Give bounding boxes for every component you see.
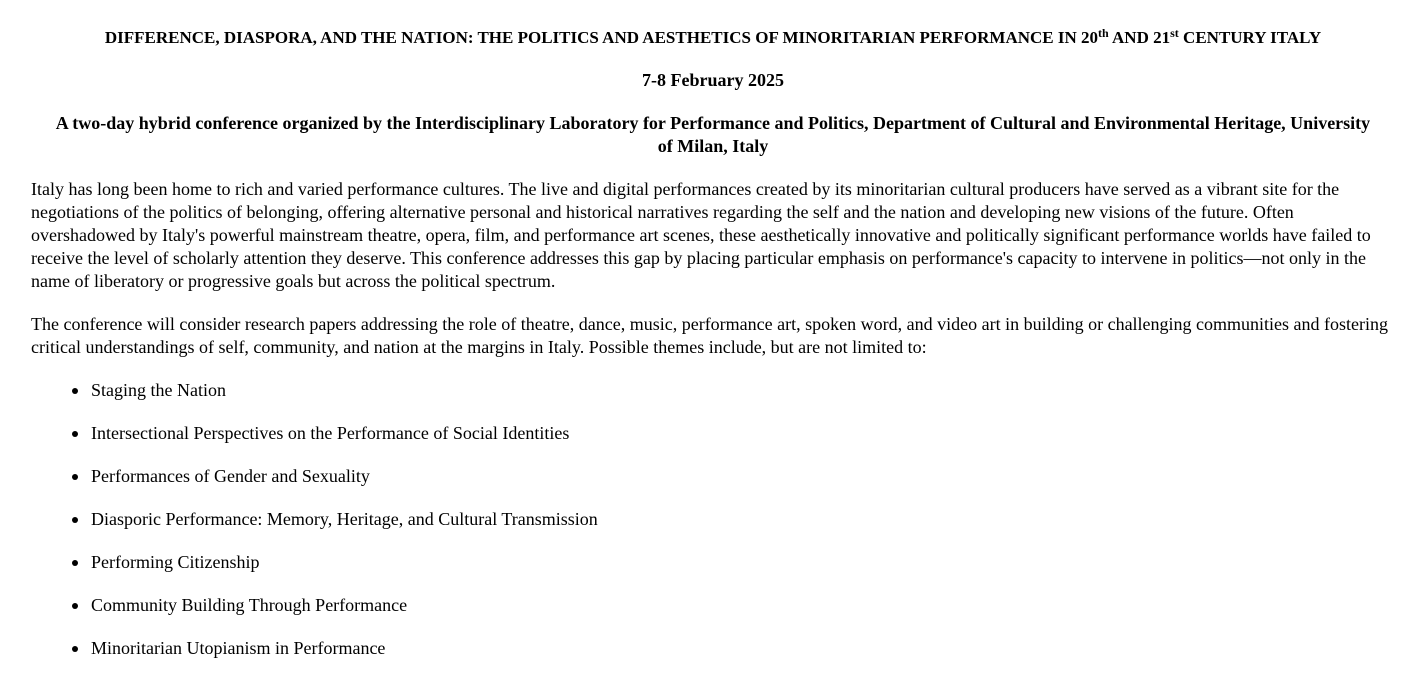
bullet-icon (72, 560, 78, 566)
theme-label: Intersectional Perspectives on the Performance of Social Identities (91, 423, 570, 443)
themes-list (31, 379, 1395, 660)
bullet-icon (72, 603, 78, 609)
bullet-icon (72, 431, 78, 437)
call-paragraph: The conference will consider research papers addressing the role of theatre, dance, music, performance art, spoken word, and video art in building or challenging communities and fostering critical understandings of self, community, and nation at the margins in Italy. Possible themes include, but are not limited to: (31, 314, 1389, 357)
document-title (31, 26, 1395, 49)
theme-label: Staging the Nation (91, 380, 226, 400)
theme-label: Performing Citizenship (91, 552, 260, 572)
list-item (91, 637, 1395, 660)
bullet-icon (72, 517, 78, 523)
bullet-icon (72, 474, 78, 480)
theme-label: Diasporic Performance: Memory, Heritage, and Cultural Transmission (91, 509, 598, 529)
list-item (91, 508, 1395, 531)
bullet-icon (72, 388, 78, 394)
list-item (91, 379, 1395, 402)
title-superscript-st: st (1170, 26, 1179, 40)
bullet-icon (72, 646, 78, 652)
list-item (91, 594, 1395, 617)
conference-subtitle: A two-day hybrid conference organized by the Interdisciplinary Laboratory for Performance and Politics, Department of Cultural and Environmental Heritage, University of Milan, Italy (55, 113, 1371, 156)
title-part-1: DIFFERENCE, DIASPORA, AND THE NATION: THE POLITICS AND AESTHETICS OF MINORITARIAN PERFORMANCE IN 20 (104, 28, 1099, 47)
theme-label: Minoritarian Utopianism in Performance (91, 638, 386, 658)
title-part-2: AND 21 (1108, 28, 1171, 47)
conference-date: 7-8 February 2025 (642, 70, 784, 90)
theme-label: Community Building Through Performance (91, 595, 408, 615)
list-item (91, 422, 1395, 445)
intro-paragraph: Italy has long been home to rich and varied performance cultures. The live and digital performances created by its minoritarian cultural producers have served as a vibrant site for the negotiations of the politics of belonging, offering alternative personal and historical narratives regarding the self and the nation and developing new visions of the future. Often overshadowed by Italy's powerful mainstream theatre, opera, film, and performance art scenes, these aesthetically innovative and politically significant performance worlds have failed to receive the level of scholarly attention they deserve. This conference addresses this gap by placing particular emphasis on performance's capacity to intervene in politics—not only in the name of liberatory or progressive goals but across the political spectrum. (31, 179, 1371, 291)
theme-label: Performances of Gender and Sexuality (91, 466, 370, 486)
title-part-3: CENTURY ITALY (1178, 28, 1322, 47)
list-item (91, 551, 1395, 574)
list-item (91, 465, 1395, 488)
title-superscript-th: th (1098, 26, 1109, 40)
